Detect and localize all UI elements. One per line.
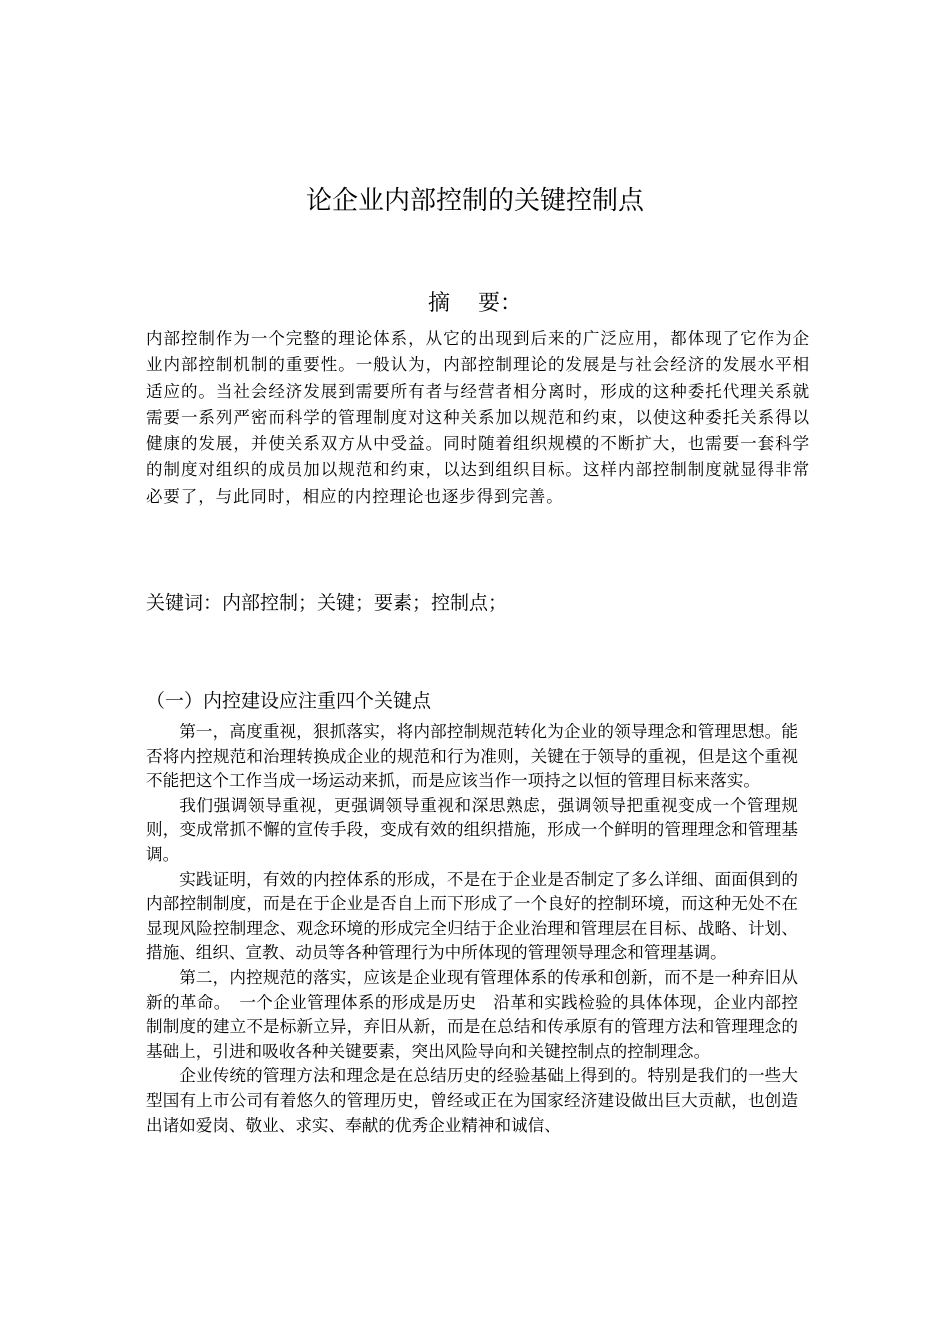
document-title: 论企业内部控制的关键控制点 <box>305 186 644 216</box>
paragraph: 第一，高度重视，狠抓落实，将内部控制规范转化为企业的领导理念和管理思想。能否将内控规范和治理转换成企业的规范和行为准则，关键在于领导的重视，但是这个重视不能把这个工作当成一场运动来抓，而是应该当作一项持之以恒的管理目标来落实。 <box>146 722 798 791</box>
paragraph: 企业传统的管理方法和理念是在总结历史的经验基础上得到的。特别是我们的一些大型国有上市公司有着悠久的管理历史，曾经或正在为国家经济建设做出巨大贡献，也创造出诸如爱岗、敬业、求实、奉献的优秀企业精神和诚信、 <box>146 1066 798 1135</box>
body-text <box>146 720 798 1138</box>
paragraph: 实践证明，有效的内控体系的形成，不是在于企业是否制定了多么详细、面面俱到的内部控制制度，而是在于企业是否自上而下形成了一个良好的控制环境，而这种无处不在显现风险控制理念、观念环境的形成完全归结于企业治理和管理层在目标、战略、计划、措施、组织、宣教、动员等各种管理行为中所体现的管理领导理念和管理基调。 <box>146 869 798 963</box>
abstract-heading <box>0 286 950 317</box>
abstract-heading-left: 摘 <box>427 291 450 316</box>
abstract-body: 内部控制作为一个完整的理论体系，从它的出现到后来的广泛应用，都体现了它作为企业内部控制机制的重要性。一般认为，内部控制理论的发展是与社会经济的发展水平相适应的。当社会经济发展到需要所有者与经营者相分离时，形成的这种委托代理关系就需要一系列严密而科学的管理制度对这种关系加以规范和约束，以使这种委托关系得以健康的发展，并使关系双方从中受益。同时随着组织规模的不断扩大，也需要一套科学的制度对组织的成员加以规范和约束，以达到组织目标。这样内部控制制度就显得非常必要了，与此同时，相应的内控理论也逐步得到完善。 <box>146 329 810 506</box>
paragraph: 第二，内控规范的落实，应该是企业现有管理体系的传承和创新，而不是一种弃旧从新的革命。 一个企业管理体系的形成是历史 沿革和实践检验的具体体现，企业内部控制制度的建立不是标新立异，弃旧从新，而是在总结和传承原有的管理方法和管理理念的基础上，引进和吸收各种关键要素，突出风险导向和关键控制点的控制理念。 <box>146 967 798 1061</box>
paragraph: 我们强调领导重视，更强调领导重视和深思熟虑，强调领导把重视变成一个管理规则，变成常抓不懈的宣传手段，变成有效的组织措施，形成一个鲜明的管理理念和管理基调。 <box>146 795 798 864</box>
keywords-line: 关键词：内部控制；关键；要素；控制点； <box>146 592 508 614</box>
abstract-heading-right: 要： <box>478 291 523 316</box>
section-heading: （一）内控建设应注重四个关键点 <box>146 690 432 712</box>
